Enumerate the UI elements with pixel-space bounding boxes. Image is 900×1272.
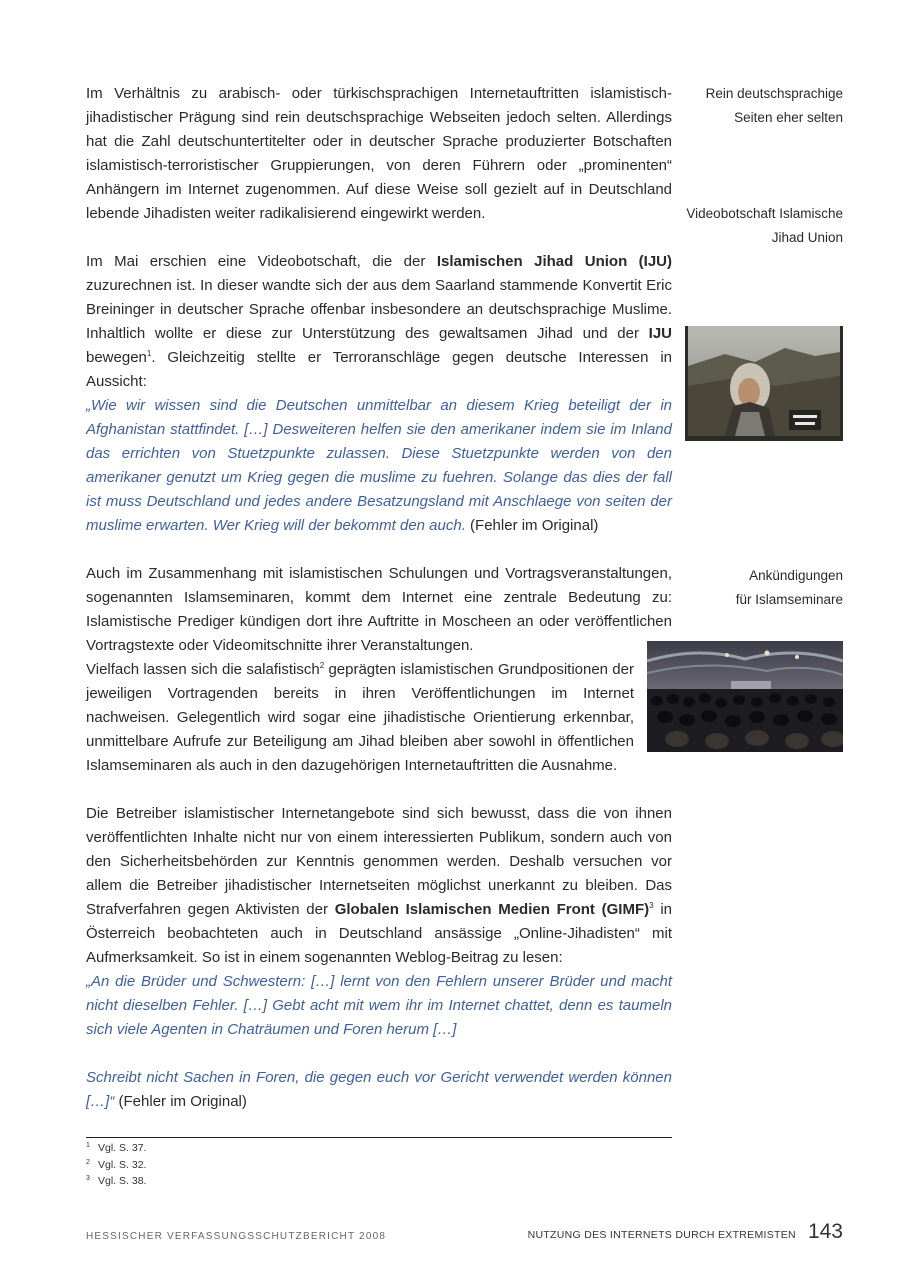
footnote-ref-3: 3 [649,901,654,910]
footnote-item: 1 Vgl. S. 37. [86,1142,147,1154]
footnote-item: 3 Vgl. S. 38. [86,1175,147,1187]
footnote-ref-2: 2 [319,661,325,670]
quote-breininger: „Wie wir wissen sind die Deutschen unmittelbar an diesem Krieg beteiligt der in Afghanistan stattfindet. […] Desweiteren helfen sie den amerikaner indem sie im Inland das errichten von Stuetzpunkte zulassen. Diese Stuetzpunkte werden von den amerikaner genutzt um Krieg gegen die muslime zu fuehren. Solange das dies der fall ist muss Deutschland und jedes andere Besatzungsland mit Anschlaege von seiten der muslime erwarten. Wer Krieg will der bekommt den auch. (Fehler im Original) [86,397,672,534]
quote-weblog-2: Schreibt nicht Sachen in Foren, die gegen euch vor Gericht verwendet werden können […]“ (Fehler im Original) [86,1069,672,1110]
margin-note-deutschsprachige: Rein deutschsprachige Seiten eher selten [705,86,843,125]
footnote-divider [86,1137,672,1138]
seminar-audience-photo [647,641,843,752]
footer-section [528,1220,843,1244]
footer-publication-title: HESSISCHER VERFASSUNGSSCHUTZBERICHT 2008 [86,1231,387,1242]
paragraph-gimf: Die Betreiber islamistischer Internetangebote sind sich bewusst, dass die von ihnen veröffentlichten Inhalte nicht nur von einem interessierten Publikum, sondern auch von den Sicherheitsbehörden zur Kenntnis genommen werden. Deshalb versuchen vor allem die Betreiber jihadistischer Internetseiten möglichst unerkannt zu bleiben. Das Strafverfahren gegen Aktivisten der Globalen Islamischen Medien Front (GIMF)$^3$ in Österreich beobachteten auch in Deutschland ansässige „Online-Jihadisten“ mit Aufmerksamkeit. So ist in einem sogenannten Weblog-Beitrag zu lesen: [86,805,672,966]
page-number: 143 [807,1220,843,1243]
footnote-ref-1: 1 [146,349,152,358]
bold-term-iju: Islamischen Jihad Union (IJU) [436,253,672,270]
bold-term-gimf: Globalen Islamischen Medien Front (GIMF) [334,901,650,918]
main-text-column [86,82,672,1114]
quote-weblog-1: „An die Brüder und Schwestern: […] lernt von den Fehlern unserer Brüder und macht nicht dieselben Fehler. […] Gebt acht mit wem ihr im Internet chattet, denn es taumeln sich viele Agenten in Chaträumen und Foren herum […] [86,973,672,1038]
paragraph-iju-video: Im Mai erschien eine Videobotschaft, die der Islamischen Jihad Union (IJU) zuzurechnen ist. In dieser wandte sich der aus dem Saarland stammende Konvertit Eric Breininger in deutscher Sprache offenbar insbesondere an deutschsprachige Muslime. Inhaltlich wollte er diese zur Unterstützung des gewaltsamen Jihad und der IJU bewegen$^1$. Gleichzeitig stellte er Terroranschläge gegen deutsche Interessen in Aussicht: [86,253,672,390]
video-still-photo [685,326,843,441]
margin-note-islamseminare: Ankündigungen für Islamseminare [735,568,843,607]
footnotes [86,1140,672,1190]
paragraph-islamseminare: Auch im Zusammenhang mit islamistischen Schulungen und Vortragsveranstaltungen, sogenannten Islamseminaren, kommt dem Internet eine zentrale Bedeutung zu: Islamistische Prediger kündigen dort ihre Auftritte in Moscheen an oder veröffentlichen Vortragstexte oder Videomitschnitte ihrer Veranstaltungen. [86,565,672,654]
footnote-item: 2 Vgl. S. 32. [86,1158,147,1171]
margin-note-videobotschaft: Videobotschaft Islamische Jihad Union [686,206,843,245]
paragraph-intro: Im Verhältnis zu arabisch- oder türkischsprachigen Internetauftritten islamistisch-jihadistischer Prägung sind rein deutschsprachige Webseiten jedoch selten. Allerdings hat die Zahl deutschuntertitelter oder in deutscher Sprache produzierter Botschaften islamistisch-terroristischer Gruppierungen, von deren Führern oder „prominenten“ Anhängern im Internet zugenommen. Auf diese Weise soll gezielt auf in Deutschland lebende Jihadisten weiter radikalisierend eingewirkt werden. [86,85,672,222]
footer-section-title: NUTZUNG DES INTERNETS DURCH EXTREMISTEN [527,1229,796,1241]
paragraph-salafist: Vielfach lassen sich die salafistisch$^2$ geprägten islamistischen Grundpositionen der jeweiligen Vortragenden bereits in ihren Veröffentlichungen im Internet nachweisen. Gelegentlich wird sogar eine jihadistische Orientierung erkennbar, unmittelbare Aufrufe zur Beteiligung am Jihad bleiben aber sowohl in öffentlichen Islamseminaren als auch in den dazugehörigen Internetauftritten die Ausnahme. [86,661,634,774]
bold-term-iju-short: IJU [648,325,672,342]
